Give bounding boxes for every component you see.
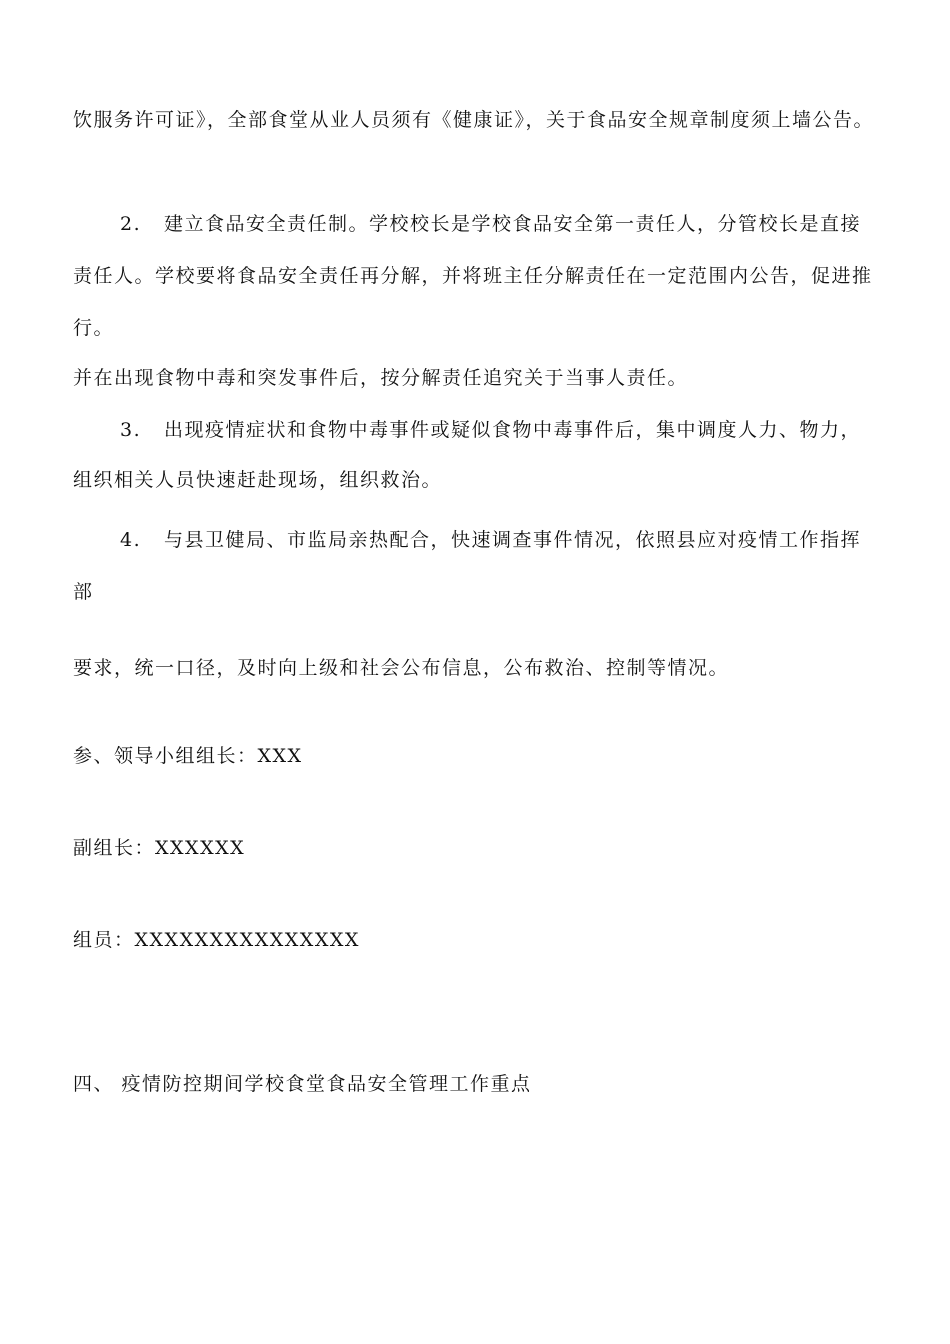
list-number: 3. <box>120 419 142 441</box>
list-item-3 <box>120 418 861 442</box>
list-number: 2. <box>120 213 142 235</box>
members-line: 组员：XXXXXXXXXXXXXXX <box>73 929 360 951</box>
paragraph-line: 饮服务许可证》，全部食堂从业人员须有《健康证》，关于食品安全规章制度须上墙公告。 <box>73 109 875 131</box>
list-item-4 <box>120 528 861 552</box>
section-heading: 四、 疫情防控期间学校食堂食品安全管理工作重点 <box>73 1073 532 1095</box>
deputy-leader-line: 副组长：XXXXXX <box>73 837 246 859</box>
paragraph-line: 并在出现食物中毒和突发事件后，按分解责任追究关于当事人责任。 <box>73 367 689 389</box>
leader-line: 参、领导小组组长：XXX <box>73 745 303 767</box>
paragraph-line: 组织相关人员快速赶赴现场，组织救治。 <box>73 469 443 491</box>
paragraph-line: 行。 <box>73 317 115 339</box>
list-item-text: 与县卫健局、市监局亲热配合，快速调查事件情况，依照县应对疫情工作指挥 <box>164 529 862 551</box>
paragraph-line: 部 <box>73 581 94 603</box>
paragraph-line: 要求，统一口径，及时向上级和社会公布信息，公布救治、控制等情况。 <box>73 657 730 679</box>
list-item-text: 出现疫情症状和食物中毒事件或疑似食物中毒事件后，集中调度人力、物力， <box>164 419 862 441</box>
list-item-text: 建立食品安全责任制。学校校长是学校食品安全第一责任人，分管校长是直接 <box>164 213 862 235</box>
paragraph-line: 责任人。学校要将食品安全责任再分解，并将班主任分解责任在一定范围内公告，促进推 <box>73 265 873 287</box>
list-item-2 <box>120 212 861 236</box>
list-number: 4. <box>120 529 142 551</box>
